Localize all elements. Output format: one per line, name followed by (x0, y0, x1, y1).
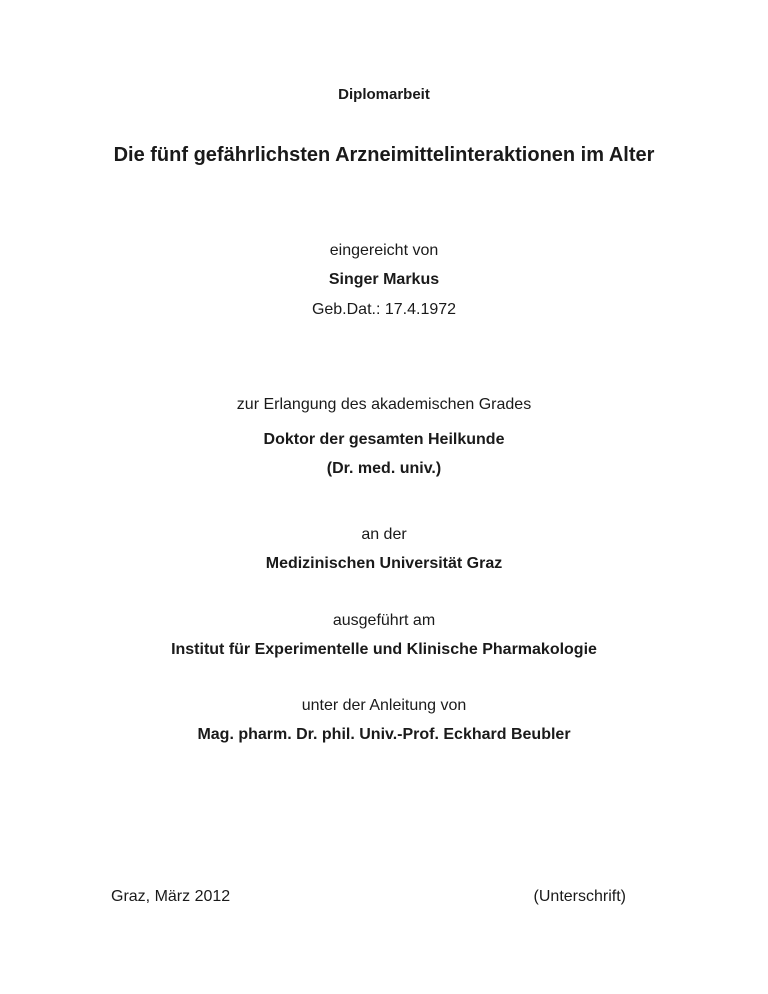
submitted-by-label: eingereicht von (329, 242, 439, 259)
author-name: Singer Markus (328, 271, 440, 288)
supervisor-intro: unter der Anleitung von (301, 697, 467, 714)
supervisor-name: Mag. pharm. Dr. phil. Univ.-Prof. Eckhard Beubler (197, 726, 571, 743)
university-name: Medizinischen Universität Graz (265, 555, 503, 572)
degree-abbreviation: (Dr. med. univ.) (326, 460, 442, 477)
place-and-date: Graz, März 2012 (111, 888, 231, 905)
thesis-title: Die fünf gefährlichsten Arzneimittelinteraktionen im Alter (113, 144, 655, 166)
author-birth-date: Geb.Dat.: 17.4.1972 (311, 301, 457, 318)
thesis-type-label: Diplomarbeit (338, 86, 430, 103)
degree-intro: zur Erlangung des akademischen Grades (236, 396, 532, 413)
institute-intro: ausgeführt am (332, 612, 436, 629)
degree-name: Doktor der gesamten Heilkunde (263, 431, 505, 448)
university-intro: an der (361, 526, 407, 543)
signature-label: (Unterschrift) (533, 888, 626, 905)
institute-name: Institut für Experimentelle und Klinische Pharmakologie (171, 641, 597, 658)
